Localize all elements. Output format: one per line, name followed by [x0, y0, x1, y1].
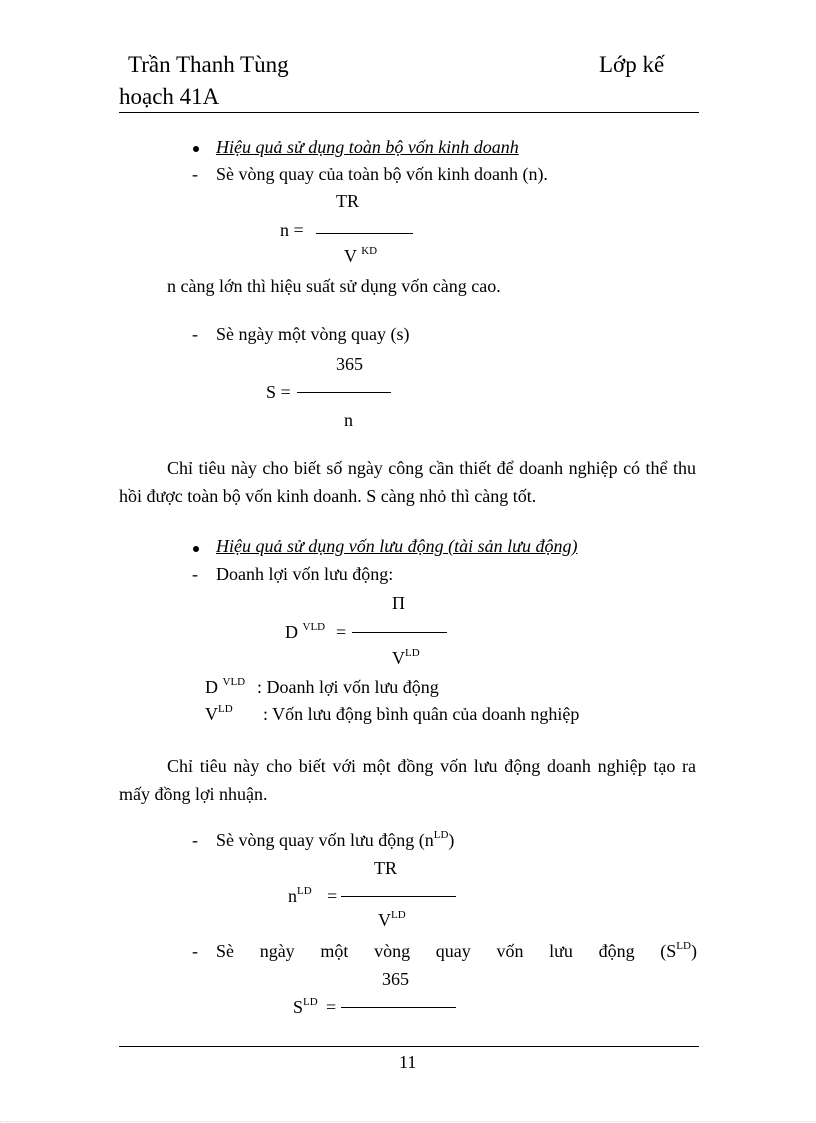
section1-item1: Sè vòng quay của toàn bộ vốn kinh doanh (n).	[216, 164, 548, 184]
def2-symbol: $V^{LD}$	[205, 703, 233, 724]
section2-item3: Sè ngày một vòng quay vốn lưu động $(S^{LD})$	[216, 940, 697, 961]
formula-sld-numerator: 365	[382, 969, 409, 989]
footer-rule	[119, 1046, 699, 1047]
def2-text: : Vốn lưu động bình quân của doanh nghiệp	[263, 704, 580, 724]
dash-marker: -	[192, 164, 198, 184]
header-class-part2: hoạch 41A	[119, 84, 220, 109]
section2-item1: Doanh lợi vốn lưu động:	[216, 564, 394, 584]
formula-d-denominator: $V^{LD}$	[392, 647, 420, 668]
formula-s-fraction-line	[297, 392, 391, 393]
formula-s-lhs: S =	[266, 382, 291, 402]
section2-heading: Hiệu quả sử dụng vốn lưu động (tài sản lưu động)	[216, 536, 578, 556]
formula-d-fraction-line	[352, 632, 447, 633]
formula-sld-lhs: $S^{LD}$	[293, 996, 318, 1017]
section1-paragraph: Chỉ tiêu này cho biết số ngày công cần thiết để doanh nghiệp có thể thu hồi được toàn bộ vốn kinh doanh. S càng nhỏ thì càng tốt.	[119, 458, 696, 506]
section2-paragraph: Chỉ tiêu này cho biết với một đồng vốn lưu động doanh nghiệp tạo ra mấy đồng lợi nhuận.	[119, 756, 696, 804]
formula-d-equals: =	[336, 622, 347, 642]
formula-d-numerator: Π	[392, 593, 405, 613]
section1-note-n: n càng lớn thì hiệu suất sử dụng vốn càng cao.	[167, 276, 501, 296]
page-bottom-edge	[0, 1121, 816, 1122]
section1-heading: Hiệu quả sử dụng toàn bộ vốn kinh doanh	[216, 137, 519, 157]
formula-n-lhs: n =	[280, 220, 304, 240]
formula-n-denominator: V $^{KD}$	[344, 245, 378, 266]
bullet-icon	[193, 146, 199, 152]
formula-nld-fraction-line	[341, 896, 456, 897]
formula-nld-denominator: $V^{LD}$	[378, 909, 406, 930]
header-author: Trần Thanh Tùng	[128, 52, 289, 77]
def1-symbol: D $^{VLD}$	[205, 676, 246, 697]
formula-sld-equals: =	[326, 997, 337, 1017]
formula-s-denominator: n	[344, 410, 353, 430]
formula-n-fraction-line	[316, 233, 413, 234]
formula-nld-lhs: $n^{LD}$	[288, 885, 312, 906]
formula-d-lhs: D $^{VLD}$	[285, 621, 326, 642]
formula-s-numerator: 365	[336, 354, 363, 374]
dash-marker: -	[192, 830, 198, 850]
dash-marker: -	[192, 324, 198, 344]
dash-marker: -	[192, 564, 198, 584]
bullet-icon	[193, 546, 199, 552]
page-number: 11	[399, 1052, 417, 1072]
formula-n-numerator: TR	[336, 191, 360, 211]
header-class-part1: Lớp kế	[599, 52, 665, 77]
formula-nld-numerator: TR	[374, 858, 398, 878]
section2-item2: Sè vòng quay vốn lưu động $(n^{LD})$	[216, 829, 455, 850]
header-rule	[119, 112, 699, 113]
formula-sld-fraction-line	[341, 1007, 456, 1008]
def1-text: : Doanh lợi vốn lưu động	[257, 677, 439, 697]
formula-nld-equals: =	[327, 886, 338, 906]
section1-item2: Sè ngày một vòng quay (s)	[216, 324, 410, 344]
dash-marker: -	[192, 941, 198, 961]
